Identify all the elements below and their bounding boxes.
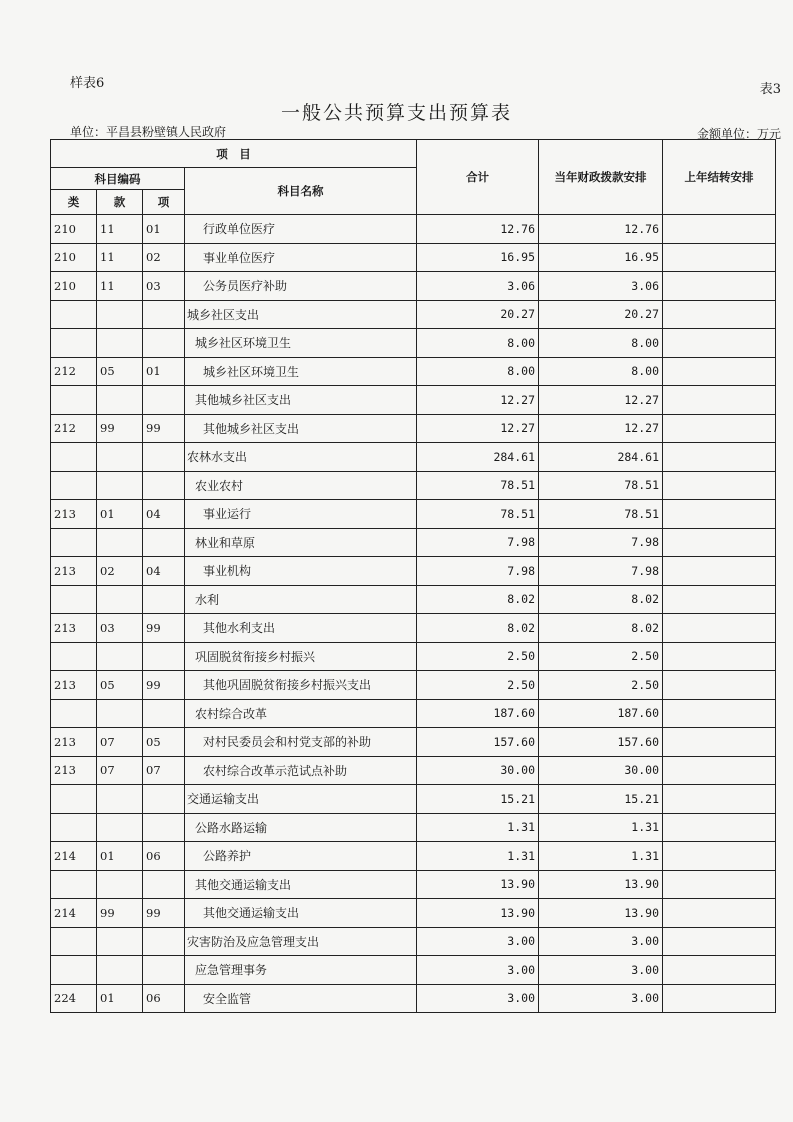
section-code-cell: 05: [97, 671, 143, 700]
current-year-cell: 12.76: [539, 215, 663, 244]
subject-name-cell: 农村综合改革: [185, 699, 417, 728]
carryover-cell: [663, 671, 776, 700]
section-code-cell: 11: [97, 215, 143, 244]
table-row: [51, 300, 776, 329]
carryover-cell: [663, 899, 776, 928]
current-year-cell: 13.90: [539, 899, 663, 928]
carryover-cell: [663, 414, 776, 443]
current-year-cell: 187.60: [539, 699, 663, 728]
subject-name-cell: 灾害防治及应急管理支出: [185, 927, 417, 956]
carryover-header: 上年结转安排: [663, 140, 776, 215]
entry-code-cell: 06: [143, 842, 185, 871]
category-code-cell: 213: [51, 500, 97, 529]
total-cell: 12.27: [417, 414, 539, 443]
code-group-header: 科目编码: [51, 168, 185, 190]
category-code-cell: [51, 386, 97, 415]
section-code-cell: [97, 471, 143, 500]
entry-code-cell: 06: [143, 984, 185, 1013]
entry-code-cell: [143, 699, 185, 728]
section-code-cell: [97, 813, 143, 842]
current-year-cell: 284.61: [539, 443, 663, 472]
carryover-cell: [663, 243, 776, 272]
category-code-cell: [51, 300, 97, 329]
entry-code-cell: 05: [143, 728, 185, 757]
entry-code-cell: 01: [143, 215, 185, 244]
table-row: [51, 927, 776, 956]
section-code-cell: [97, 443, 143, 472]
category-code-cell: [51, 585, 97, 614]
sample-label: 样表6: [70, 76, 105, 91]
category-code-cell: [51, 471, 97, 500]
current-year-cell: 12.27: [539, 386, 663, 415]
category-code-cell: 213: [51, 728, 97, 757]
total-cell: 284.61: [417, 443, 539, 472]
section-code-cell: 11: [97, 243, 143, 272]
carryover-cell: [663, 813, 776, 842]
current-year-cell: 30.00: [539, 756, 663, 785]
total-cell: 3.00: [417, 984, 539, 1013]
category-code-cell: 213: [51, 671, 97, 700]
item-header: 项 目: [51, 140, 417, 168]
section-code-cell: 01: [97, 500, 143, 529]
current-year-cell: 1.31: [539, 813, 663, 842]
entry-code-cell: 07: [143, 756, 185, 785]
table-row: [51, 642, 776, 671]
category-code-cell: 224: [51, 984, 97, 1013]
current-year-cell: 2.50: [539, 642, 663, 671]
section-code-cell: [97, 699, 143, 728]
entry-code-cell: [143, 927, 185, 956]
category-code-cell: [51, 813, 97, 842]
section-code-cell: 01: [97, 842, 143, 871]
category-code-cell: [51, 870, 97, 899]
subject-name-cell: 其他交通运输支出: [185, 899, 417, 928]
section-code-cell: [97, 386, 143, 415]
section-code-cell: 01: [97, 984, 143, 1013]
carryover-cell: [663, 215, 776, 244]
entry-code-cell: [143, 870, 185, 899]
subject-name-cell: 行政单位医疗: [185, 215, 417, 244]
subject-name-cell: 公务员医疗补助: [185, 272, 417, 301]
total-cell: 3.06: [417, 272, 539, 301]
current-year-cell: 15.21: [539, 785, 663, 814]
total-cell: 12.27: [417, 386, 539, 415]
total-cell: 78.51: [417, 471, 539, 500]
entry-code-cell: [143, 386, 185, 415]
current-year-cell: 3.00: [539, 956, 663, 985]
current-year-cell: 3.00: [539, 984, 663, 1013]
subject-name-cell: 水利: [185, 585, 417, 614]
section-code-cell: [97, 329, 143, 358]
total-cell: 8.02: [417, 585, 539, 614]
total-cell: 8.00: [417, 329, 539, 358]
subject-name-cell: 安全监管: [185, 984, 417, 1013]
total-cell: 2.50: [417, 642, 539, 671]
carryover-cell: [663, 500, 776, 529]
entry-code-cell: [143, 642, 185, 671]
entry-code-cell: [143, 585, 185, 614]
category-code-cell: 213: [51, 557, 97, 586]
table-row: [51, 471, 776, 500]
current-year-cell: 78.51: [539, 500, 663, 529]
section-code-cell: 02: [97, 557, 143, 586]
section-code-cell: [97, 528, 143, 557]
current-year-cell: 8.02: [539, 585, 663, 614]
table-row: [51, 443, 776, 472]
total-cell: 2.50: [417, 671, 539, 700]
budget-table: [50, 139, 776, 1013]
current-year-cell: 3.06: [539, 272, 663, 301]
entry-code-cell: 99: [143, 671, 185, 700]
table-row: [51, 842, 776, 871]
entry-code-cell: [143, 956, 185, 985]
section-code-cell: 07: [97, 728, 143, 757]
current-year-cell: 157.60: [539, 728, 663, 757]
carryover-cell: [663, 642, 776, 671]
current-year-header: 当年财政拨款安排: [539, 140, 663, 215]
table-row: [51, 984, 776, 1013]
category-code-cell: 210: [51, 215, 97, 244]
total-cell: 20.27: [417, 300, 539, 329]
section-code-cell: 05: [97, 357, 143, 386]
category-code-cell: [51, 642, 97, 671]
entry-code-cell: [143, 443, 185, 472]
total-cell: 157.60: [417, 728, 539, 757]
total-cell: 8.00: [417, 357, 539, 386]
subject-name-cell: 事业单位医疗: [185, 243, 417, 272]
subject-name-cell: 其他城乡社区支出: [185, 386, 417, 415]
table-row: [51, 870, 776, 899]
total-cell: 16.95: [417, 243, 539, 272]
total-cell: 7.98: [417, 528, 539, 557]
category-code-cell: [51, 699, 97, 728]
category-code-cell: [51, 528, 97, 557]
current-year-cell: 1.31: [539, 842, 663, 871]
section-code-cell: [97, 956, 143, 985]
carryover-cell: [663, 756, 776, 785]
total-cell: 13.90: [417, 899, 539, 928]
section-code-cell: 11: [97, 272, 143, 301]
carryover-cell: [663, 614, 776, 643]
category-code-cell: 212: [51, 414, 97, 443]
table-row: [51, 899, 776, 928]
total-cell: 78.51: [417, 500, 539, 529]
table-row: [51, 671, 776, 700]
table-row: [51, 386, 776, 415]
category-code-cell: [51, 956, 97, 985]
entry-code-cell: 02: [143, 243, 185, 272]
category-code-cell: [51, 927, 97, 956]
subject-name-cell: 公路养护: [185, 842, 417, 871]
table-row: [51, 243, 776, 272]
current-year-cell: 16.95: [539, 243, 663, 272]
table-row: [51, 414, 776, 443]
subject-name-cell: 城乡社区环境卫生: [185, 357, 417, 386]
current-year-cell: 2.50: [539, 671, 663, 700]
table-row: [51, 500, 776, 529]
table-number: 表3: [759, 82, 781, 97]
entry-code-cell: [143, 813, 185, 842]
entry-code-cell: 04: [143, 500, 185, 529]
section-code-cell: 99: [97, 414, 143, 443]
entry-header: 项: [143, 190, 185, 215]
subject-name-cell: 巩固脱贫衔接乡村振兴: [185, 642, 417, 671]
section-code-cell: [97, 870, 143, 899]
subject-name-cell: 林业和草原: [185, 528, 417, 557]
carryover-cell: [663, 443, 776, 472]
subject-name-cell: 公路水路运输: [185, 813, 417, 842]
table-row: [51, 785, 776, 814]
entry-code-cell: [143, 471, 185, 500]
current-year-cell: 8.02: [539, 614, 663, 643]
total-cell: 12.76: [417, 215, 539, 244]
subject-name-cell: 城乡社区支出: [185, 300, 417, 329]
subject-name-cell: 其他巩固脱贫衔接乡村振兴支出: [185, 671, 417, 700]
category-code-cell: 212: [51, 357, 97, 386]
total-cell: 30.00: [417, 756, 539, 785]
entry-code-cell: [143, 329, 185, 358]
carryover-cell: [663, 956, 776, 985]
section-code-cell: [97, 585, 143, 614]
total-header: 合计: [417, 140, 539, 215]
carryover-cell: [663, 272, 776, 301]
current-year-cell: 13.90: [539, 870, 663, 899]
carryover-cell: [663, 357, 776, 386]
total-cell: 3.00: [417, 927, 539, 956]
current-year-cell: 8.00: [539, 357, 663, 386]
subject-name-cell: 其他水利支出: [185, 614, 417, 643]
current-year-cell: 78.51: [539, 471, 663, 500]
table-row: [51, 357, 776, 386]
current-year-cell: 3.00: [539, 927, 663, 956]
total-cell: 3.00: [417, 956, 539, 985]
total-cell: 1.31: [417, 842, 539, 871]
section-code-cell: [97, 785, 143, 814]
table-row: [51, 699, 776, 728]
subject-name-cell: 对村民委员会和村党支部的补助: [185, 728, 417, 757]
current-year-cell: 7.98: [539, 528, 663, 557]
subject-name-cell: 农村综合改革示范试点补助: [185, 756, 417, 785]
current-year-cell: 20.27: [539, 300, 663, 329]
category-code-cell: 213: [51, 614, 97, 643]
section-code-cell: [97, 642, 143, 671]
table-row: [51, 728, 776, 757]
entry-code-cell: 04: [143, 557, 185, 586]
table-row: [51, 329, 776, 358]
entry-code-cell: 99: [143, 414, 185, 443]
subject-name-cell: 其他城乡社区支出: [185, 414, 417, 443]
total-cell: 1.31: [417, 813, 539, 842]
table-row: [51, 557, 776, 586]
carryover-cell: [663, 300, 776, 329]
section-code-cell: 07: [97, 756, 143, 785]
subject-name-cell: 城乡社区环境卫生: [185, 329, 417, 358]
entry-code-cell: [143, 528, 185, 557]
table-row: [51, 813, 776, 842]
total-cell: 15.21: [417, 785, 539, 814]
table-row: [51, 756, 776, 785]
carryover-cell: [663, 785, 776, 814]
category-code-cell: [51, 329, 97, 358]
category-code-cell: 210: [51, 243, 97, 272]
subject-name-cell: 农业农村: [185, 471, 417, 500]
carryover-cell: [663, 699, 776, 728]
unit-label: 单位：平昌县粉壁镇人民政府: [70, 125, 227, 139]
section-code-cell: [97, 300, 143, 329]
table-row: [51, 215, 776, 244]
category-code-cell: [51, 785, 97, 814]
entry-code-cell: 99: [143, 614, 185, 643]
table-row: [51, 585, 776, 614]
current-year-cell: 12.27: [539, 414, 663, 443]
carryover-cell: [663, 386, 776, 415]
current-year-cell: 8.00: [539, 329, 663, 358]
category-header: 类: [51, 190, 97, 215]
total-cell: 187.60: [417, 699, 539, 728]
section-code-cell: [97, 927, 143, 956]
money-unit-label: 金额单位：万元: [696, 127, 781, 141]
carryover-cell: [663, 984, 776, 1013]
carryover-cell: [663, 585, 776, 614]
subject-name-cell: 事业运行: [185, 500, 417, 529]
carryover-cell: [663, 329, 776, 358]
entry-code-cell: 03: [143, 272, 185, 301]
category-code-cell: 214: [51, 899, 97, 928]
category-code-cell: 210: [51, 272, 97, 301]
entry-code-cell: [143, 785, 185, 814]
entry-code-cell: 99: [143, 899, 185, 928]
carryover-cell: [663, 471, 776, 500]
category-code-cell: 213: [51, 756, 97, 785]
carryover-cell: [663, 927, 776, 956]
entry-code-cell: [143, 300, 185, 329]
name-header: 科目名称: [185, 168, 417, 215]
total-cell: 13.90: [417, 870, 539, 899]
current-year-cell: 7.98: [539, 557, 663, 586]
entry-code-cell: 01: [143, 357, 185, 386]
total-cell: 7.98: [417, 557, 539, 586]
category-code-cell: [51, 443, 97, 472]
carryover-cell: [663, 842, 776, 871]
subject-name-cell: 应急管理事务: [185, 956, 417, 985]
total-cell: 8.02: [417, 614, 539, 643]
subject-name-cell: 农林水支出: [185, 443, 417, 472]
table-row: [51, 272, 776, 301]
table-row: [51, 614, 776, 643]
carryover-cell: [663, 870, 776, 899]
subject-name-cell: 其他交通运输支出: [185, 870, 417, 899]
table-row: [51, 528, 776, 557]
section-header: 款: [97, 190, 143, 215]
table-row: [51, 956, 776, 985]
carryover-cell: [663, 728, 776, 757]
subject-name-cell: 事业机构: [185, 557, 417, 586]
category-code-cell: 214: [51, 842, 97, 871]
subject-name-cell: 交通运输支出: [185, 785, 417, 814]
section-code-cell: 99: [97, 899, 143, 928]
table-body: [51, 215, 776, 1013]
carryover-cell: [663, 557, 776, 586]
section-code-cell: 03: [97, 614, 143, 643]
page-title: 一般公共预算支出预算表: [280, 102, 512, 124]
carryover-cell: [663, 528, 776, 557]
